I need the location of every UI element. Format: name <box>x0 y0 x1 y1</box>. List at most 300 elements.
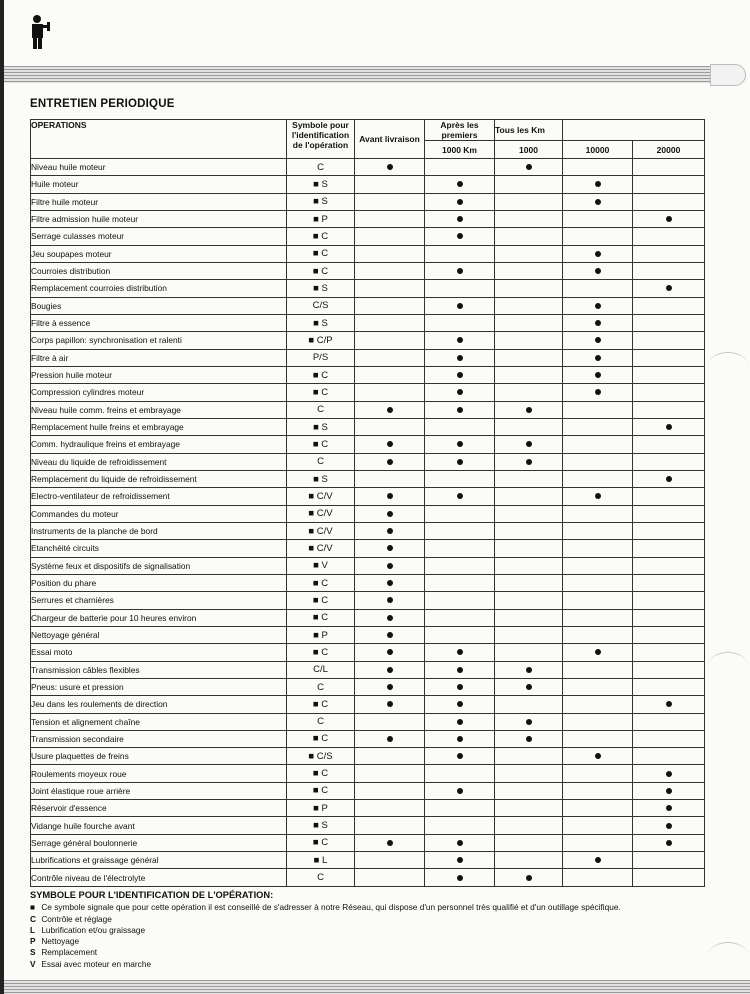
schedule-cell-first1000 <box>425 800 495 817</box>
schedule-cell-every20000 <box>633 384 705 401</box>
schedule-cell-every20000 <box>633 609 705 626</box>
operation-label: Tension et alignement chaîne <box>31 713 287 730</box>
operation-symbol: ■ S <box>287 314 355 331</box>
schedule-cell-every10000 <box>563 696 633 713</box>
schedule-cell-avant <box>355 453 425 470</box>
operation-symbol: ■ P <box>287 626 355 643</box>
operation-label: Vidange huile fourche avant <box>31 817 287 834</box>
legend-text: Contrôle et réglage <box>41 913 112 924</box>
schedule-cell-first1000 <box>425 245 495 262</box>
schedule-cell-every20000 <box>633 297 705 314</box>
schedule-cell-every20000 <box>633 869 705 886</box>
operation-symbol: ■ C/V <box>287 488 355 505</box>
header-band-tab <box>710 64 746 86</box>
schedule-cell-every20000 <box>633 332 705 349</box>
schedule-cell-every20000 <box>633 748 705 765</box>
operation-symbol: ■ C <box>287 730 355 747</box>
legend-key: V <box>30 958 36 969</box>
operation-label: Filtre à air <box>31 349 287 366</box>
schedule-cell-avant <box>355 713 425 730</box>
operation-label: Serrage général boulonnerie <box>31 834 287 851</box>
schedule-cell-every20000 <box>633 401 705 418</box>
table-row <box>31 834 705 851</box>
schedule-cell-every20000 <box>633 262 705 279</box>
operation-symbol: ■ S <box>287 193 355 210</box>
table-row <box>31 609 705 626</box>
schedule-cell-every1000 <box>495 401 563 418</box>
maintenance-table-body <box>31 159 705 887</box>
schedule-cell-avant <box>355 384 425 401</box>
operation-symbol: ■ S <box>287 470 355 487</box>
schedule-cell-every10000 <box>563 713 633 730</box>
schedule-cell-avant <box>355 696 425 713</box>
schedule-cell-first1000 <box>425 210 495 227</box>
legend-title: SYMBOLE POUR L'IDENTIFICATION DE L'OPÉRATION: <box>30 890 274 900</box>
table-row <box>31 401 705 418</box>
operation-label: Usure plaquettes de freins <box>31 748 287 765</box>
schedule-cell-avant <box>355 626 425 643</box>
operation-label: Transmission secondaire <box>31 730 287 747</box>
operation-label: Bougies <box>31 297 287 314</box>
operation-label: Transmission câbles flexibles <box>31 661 287 678</box>
schedule-cell-every20000 <box>633 436 705 453</box>
schedule-cell-first1000 <box>425 453 495 470</box>
table-row <box>31 592 705 609</box>
bullet-dot-icon <box>387 615 393 621</box>
schedule-cell-every10000 <box>563 488 633 505</box>
legend-key: ■ <box>30 902 36 913</box>
bullet-dot-icon <box>457 407 463 413</box>
schedule-cell-every10000 <box>563 609 633 626</box>
schedule-cell-every10000 <box>563 557 633 574</box>
operation-label: Filtre à essence <box>31 314 287 331</box>
operation-symbol: C/L <box>287 661 355 678</box>
schedule-cell-first1000 <box>425 297 495 314</box>
bullet-dot-icon <box>526 684 532 690</box>
operation-label: Courroies distribution <box>31 262 287 279</box>
table-row <box>31 713 705 730</box>
operation-label: Filtre huile moteur <box>31 193 287 210</box>
bullet-dot-icon <box>387 493 393 499</box>
schedule-cell-avant <box>355 332 425 349</box>
header-rule-band <box>4 66 738 83</box>
schedule-cell-avant <box>355 800 425 817</box>
bullet-dot-icon <box>526 459 532 465</box>
schedule-cell-every1000 <box>495 800 563 817</box>
schedule-cell-every20000 <box>633 730 705 747</box>
operation-symbol: C <box>287 678 355 695</box>
schedule-cell-avant <box>355 869 425 886</box>
schedule-cell-every1000 <box>495 505 563 522</box>
schedule-cell-avant <box>355 262 425 279</box>
bullet-dot-icon <box>387 459 393 465</box>
operation-label: Système feux et dispositifs de signalisation <box>31 557 287 574</box>
operation-symbol: ■ C/V <box>287 540 355 557</box>
schedule-cell-avant <box>355 505 425 522</box>
bullet-dot-icon <box>387 667 393 673</box>
schedule-cell-every20000 <box>633 678 705 695</box>
operation-symbol: C <box>287 869 355 886</box>
schedule-cell-every10000 <box>563 314 633 331</box>
operation-label: Contrôle niveau de l'électrolyte <box>31 869 287 886</box>
schedule-cell-first1000 <box>425 280 495 297</box>
bullet-dot-icon <box>387 441 393 447</box>
schedule-cell-avant <box>355 366 425 383</box>
bullet-dot-icon <box>457 233 463 239</box>
schedule-cell-every1000 <box>495 488 563 505</box>
table-row <box>31 696 705 713</box>
bullet-dot-icon <box>387 597 393 603</box>
schedule-cell-avant <box>355 159 425 176</box>
legend-row <box>30 947 720 958</box>
legend-row <box>30 959 720 970</box>
table-row <box>31 661 705 678</box>
table-row <box>31 869 705 886</box>
schedule-cell-every1000 <box>495 366 563 383</box>
schedule-cell-every20000 <box>633 626 705 643</box>
symbol-header-line: Symbole pour <box>292 120 349 130</box>
schedule-cell-every10000 <box>563 384 633 401</box>
operation-symbol: C/S <box>287 297 355 314</box>
schedule-cell-avant <box>355 436 425 453</box>
bullet-dot-icon <box>457 719 463 725</box>
table-row <box>31 280 705 297</box>
schedule-cell-every1000 <box>495 574 563 591</box>
schedule-cell-first1000 <box>425 193 495 210</box>
bullet-dot-icon <box>387 164 393 170</box>
schedule-cell-every20000 <box>633 557 705 574</box>
schedule-cell-first1000 <box>425 159 495 176</box>
bullet-dot-icon <box>457 181 463 187</box>
table-row <box>31 366 705 383</box>
operation-symbol: ■ S <box>287 817 355 834</box>
table-row <box>31 488 705 505</box>
schedule-cell-first1000 <box>425 852 495 869</box>
schedule-cell-every20000 <box>633 592 705 609</box>
operation-symbol: ■ C/S <box>287 748 355 765</box>
schedule-cell-first1000 <box>425 696 495 713</box>
bullet-dot-icon <box>457 493 463 499</box>
schedule-cell-every20000 <box>633 366 705 383</box>
table-row <box>31 678 705 695</box>
schedule-cell-every20000 <box>633 488 705 505</box>
legend-key: P <box>30 936 36 947</box>
bullet-dot-icon <box>595 320 601 326</box>
punch-hole-mark <box>708 352 748 379</box>
operation-symbol: ■ P <box>287 210 355 227</box>
schedule-cell-every10000 <box>563 349 633 366</box>
schedule-cell-avant <box>355 765 425 782</box>
bullet-dot-icon <box>457 649 463 655</box>
mechanic-logo-icon <box>28 14 50 50</box>
operation-symbol: ■ C/P <box>287 332 355 349</box>
km-header-10000: 10000 <box>563 141 633 159</box>
schedule-cell-every20000 <box>633 696 705 713</box>
schedule-cell-every20000 <box>633 782 705 799</box>
schedule-cell-every10000 <box>563 401 633 418</box>
schedule-cell-every20000 <box>633 470 705 487</box>
operation-label: Instruments de la planche de bord <box>31 522 287 539</box>
operation-symbol: ■ C <box>287 644 355 661</box>
schedule-cell-every20000 <box>633 193 705 210</box>
symbol-header-line: de l'opération <box>292 140 349 150</box>
schedule-cell-every1000 <box>495 297 563 314</box>
operation-label: Niveau du liquide de refroidissement <box>31 453 287 470</box>
bullet-dot-icon <box>666 788 672 794</box>
bullet-dot-icon <box>666 285 672 291</box>
bullet-dot-icon <box>457 753 463 759</box>
table-row <box>31 765 705 782</box>
bullet-dot-icon <box>595 251 601 257</box>
schedule-cell-every1000 <box>495 436 563 453</box>
legend-text: Lubrification et/ou graissage <box>41 924 146 935</box>
schedule-cell-avant <box>355 817 425 834</box>
schedule-cell-every1000 <box>495 782 563 799</box>
bullet-dot-icon <box>526 407 532 413</box>
operation-symbol: ■ S <box>287 280 355 297</box>
schedule-cell-avant <box>355 418 425 435</box>
schedule-cell-avant <box>355 349 425 366</box>
operation-symbol: ■ C <box>287 366 355 383</box>
operation-label: Joint élastique roue arrière <box>31 782 287 799</box>
schedule-cell-every20000 <box>633 349 705 366</box>
bullet-dot-icon <box>526 736 532 742</box>
schedule-cell-every1000 <box>495 678 563 695</box>
schedule-cell-every1000 <box>495 557 563 574</box>
legend-text: Remplacement <box>41 947 98 958</box>
schedule-cell-first1000 <box>425 384 495 401</box>
bullet-dot-icon <box>526 164 532 170</box>
bullet-dot-icon <box>457 667 463 673</box>
footer-rule-band <box>4 980 750 994</box>
schedule-cell-every1000 <box>495 834 563 851</box>
schedule-cell-every1000 <box>495 349 563 366</box>
schedule-cell-every1000 <box>495 159 563 176</box>
schedule-cell-every10000 <box>563 522 633 539</box>
schedule-cell-every20000 <box>633 817 705 834</box>
operation-symbol: ■ C <box>287 782 355 799</box>
legend-items <box>30 902 720 970</box>
table-row <box>31 453 705 470</box>
operation-symbol: C <box>287 713 355 730</box>
bullet-dot-icon <box>595 857 601 863</box>
schedule-cell-every1000 <box>495 418 563 435</box>
schedule-cell-first1000 <box>425 817 495 834</box>
page-title: ENTRETIEN PERIODIQUE <box>30 98 175 110</box>
header-blank-cell <box>563 120 705 141</box>
schedule-cell-every1000 <box>495 644 563 661</box>
schedule-cell-every10000 <box>563 852 633 869</box>
schedule-cell-every1000 <box>495 869 563 886</box>
avant-livraison-header: Avant livraison <box>355 120 425 159</box>
operation-symbol: C <box>287 453 355 470</box>
schedule-cell-every10000 <box>563 661 633 678</box>
operation-symbol: ■ C <box>287 765 355 782</box>
schedule-cell-first1000 <box>425 540 495 557</box>
schedule-cell-every10000 <box>563 782 633 799</box>
schedule-cell-every1000 <box>495 384 563 401</box>
symbol-legend <box>30 890 720 970</box>
schedule-cell-first1000 <box>425 470 495 487</box>
table-row <box>31 297 705 314</box>
bullet-dot-icon <box>387 736 393 742</box>
operation-symbol: ■ C <box>287 245 355 262</box>
bullet-dot-icon <box>457 736 463 742</box>
schedule-cell-every10000 <box>563 159 633 176</box>
schedule-cell-every1000 <box>495 609 563 626</box>
schedule-cell-every20000 <box>633 418 705 435</box>
operation-label: Filtre admission huile moteur <box>31 210 287 227</box>
schedule-cell-avant <box>355 470 425 487</box>
schedule-cell-every10000 <box>563 193 633 210</box>
table-row <box>31 159 705 176</box>
operation-label: Remplacement du liquide de refroidissement <box>31 470 287 487</box>
legend-row <box>30 936 720 947</box>
schedule-cell-avant <box>355 297 425 314</box>
schedule-cell-every10000 <box>563 470 633 487</box>
schedule-cell-every10000 <box>563 228 633 245</box>
schedule-cell-avant <box>355 782 425 799</box>
table-row <box>31 540 705 557</box>
schedule-cell-every10000 <box>563 245 633 262</box>
schedule-cell-first1000 <box>425 505 495 522</box>
table-row <box>31 228 705 245</box>
operation-symbol: ■ C <box>287 436 355 453</box>
schedule-cell-every20000 <box>633 661 705 678</box>
bullet-dot-icon <box>666 701 672 707</box>
schedule-cell-avant <box>355 401 425 418</box>
operation-symbol: P/S <box>287 349 355 366</box>
schedule-cell-every1000 <box>495 852 563 869</box>
schedule-cell-first1000 <box>425 644 495 661</box>
table-row <box>31 626 705 643</box>
bullet-dot-icon <box>595 303 601 309</box>
operation-symbol: C <box>287 159 355 176</box>
schedule-cell-avant <box>355 661 425 678</box>
bullet-dot-icon <box>595 199 601 205</box>
bullet-dot-icon <box>666 771 672 777</box>
operation-symbol: ■ P <box>287 800 355 817</box>
km-header-1000: 1000 <box>495 141 563 159</box>
schedule-cell-every1000 <box>495 176 563 193</box>
schedule-cell-every10000 <box>563 817 633 834</box>
schedule-cell-every1000 <box>495 332 563 349</box>
operation-symbol: ■ C/V <box>287 522 355 539</box>
legend-text: Nettoyage <box>41 936 80 947</box>
bullet-dot-icon <box>457 303 463 309</box>
table-row <box>31 817 705 834</box>
bullet-dot-icon <box>457 337 463 343</box>
operation-symbol: ■ C <box>287 592 355 609</box>
bullet-dot-icon <box>387 580 393 586</box>
maintenance-table <box>30 119 705 887</box>
bullet-dot-icon <box>526 441 532 447</box>
operation-label: Niveau huile comm. freins et embrayage <box>31 401 287 418</box>
schedule-cell-every10000 <box>563 834 633 851</box>
schedule-cell-every10000 <box>563 730 633 747</box>
bullet-dot-icon <box>387 632 393 638</box>
bullet-dot-icon <box>666 424 672 430</box>
operation-label: Etanchéité circuits <box>31 540 287 557</box>
schedule-cell-first1000 <box>425 869 495 886</box>
bullet-dot-icon <box>595 493 601 499</box>
bullet-dot-icon <box>595 372 601 378</box>
operation-symbol: ■ S <box>287 418 355 435</box>
schedule-cell-every10000 <box>563 453 633 470</box>
operation-symbol: ■ C <box>287 609 355 626</box>
schedule-cell-first1000 <box>425 176 495 193</box>
operation-label: Huile moteur <box>31 176 287 193</box>
schedule-cell-every1000 <box>495 730 563 747</box>
schedule-cell-first1000 <box>425 349 495 366</box>
schedule-cell-every1000 <box>495 193 563 210</box>
bullet-dot-icon <box>387 840 393 846</box>
schedule-cell-first1000 <box>425 488 495 505</box>
schedule-cell-every20000 <box>633 834 705 851</box>
operation-label: Remplacement huile freins et embrayage <box>31 418 287 435</box>
schedule-cell-every20000 <box>633 574 705 591</box>
bullet-dot-icon <box>595 649 601 655</box>
schedule-cell-every20000 <box>633 644 705 661</box>
symbol-header-line: l'identification <box>291 130 350 140</box>
table-row <box>31 748 705 765</box>
bullet-dot-icon <box>666 823 672 829</box>
schedule-cell-first1000 <box>425 592 495 609</box>
operation-label: Corps papillon: synchronisation et ralenti <box>31 332 287 349</box>
schedule-cell-first1000 <box>425 314 495 331</box>
schedule-cell-avant <box>355 488 425 505</box>
operation-label: Nettoyage général <box>31 626 287 643</box>
bullet-dot-icon <box>387 545 393 551</box>
legend-row <box>30 902 720 913</box>
schedule-cell-every20000 <box>633 713 705 730</box>
schedule-cell-every10000 <box>563 574 633 591</box>
schedule-cell-every20000 <box>633 245 705 262</box>
operation-symbol: ■ C <box>287 262 355 279</box>
schedule-cell-every1000 <box>495 592 563 609</box>
schedule-cell-every1000 <box>495 245 563 262</box>
schedule-cell-first1000 <box>425 436 495 453</box>
legend-key: C <box>30 913 36 924</box>
schedule-cell-avant <box>355 280 425 297</box>
bullet-dot-icon <box>457 684 463 690</box>
schedule-cell-every1000 <box>495 280 563 297</box>
operation-label: Niveau huile moteur <box>31 159 287 176</box>
schedule-cell-every10000 <box>563 678 633 695</box>
schedule-cell-avant <box>355 730 425 747</box>
legend-key: S <box>30 947 36 958</box>
bullet-dot-icon <box>457 355 463 361</box>
bullet-dot-icon <box>457 875 463 881</box>
schedule-cell-every20000 <box>633 210 705 227</box>
operation-label: Commandes du moteur <box>31 505 287 522</box>
schedule-cell-every10000 <box>563 540 633 557</box>
schedule-cell-avant <box>355 748 425 765</box>
apres-premiers-header: Après les premiers <box>425 120 495 141</box>
bullet-dot-icon <box>387 701 393 707</box>
schedule-cell-avant <box>355 574 425 591</box>
bullet-dot-icon <box>526 875 532 881</box>
schedule-cell-avant <box>355 228 425 245</box>
operation-symbol: ■ S <box>287 176 355 193</box>
bullet-dot-icon <box>457 701 463 707</box>
schedule-cell-every10000 <box>563 505 633 522</box>
schedule-cell-every10000 <box>563 765 633 782</box>
bullet-dot-icon <box>457 840 463 846</box>
operation-symbol: ■ C <box>287 228 355 245</box>
schedule-cell-first1000 <box>425 574 495 591</box>
bullet-dot-icon <box>595 181 601 187</box>
